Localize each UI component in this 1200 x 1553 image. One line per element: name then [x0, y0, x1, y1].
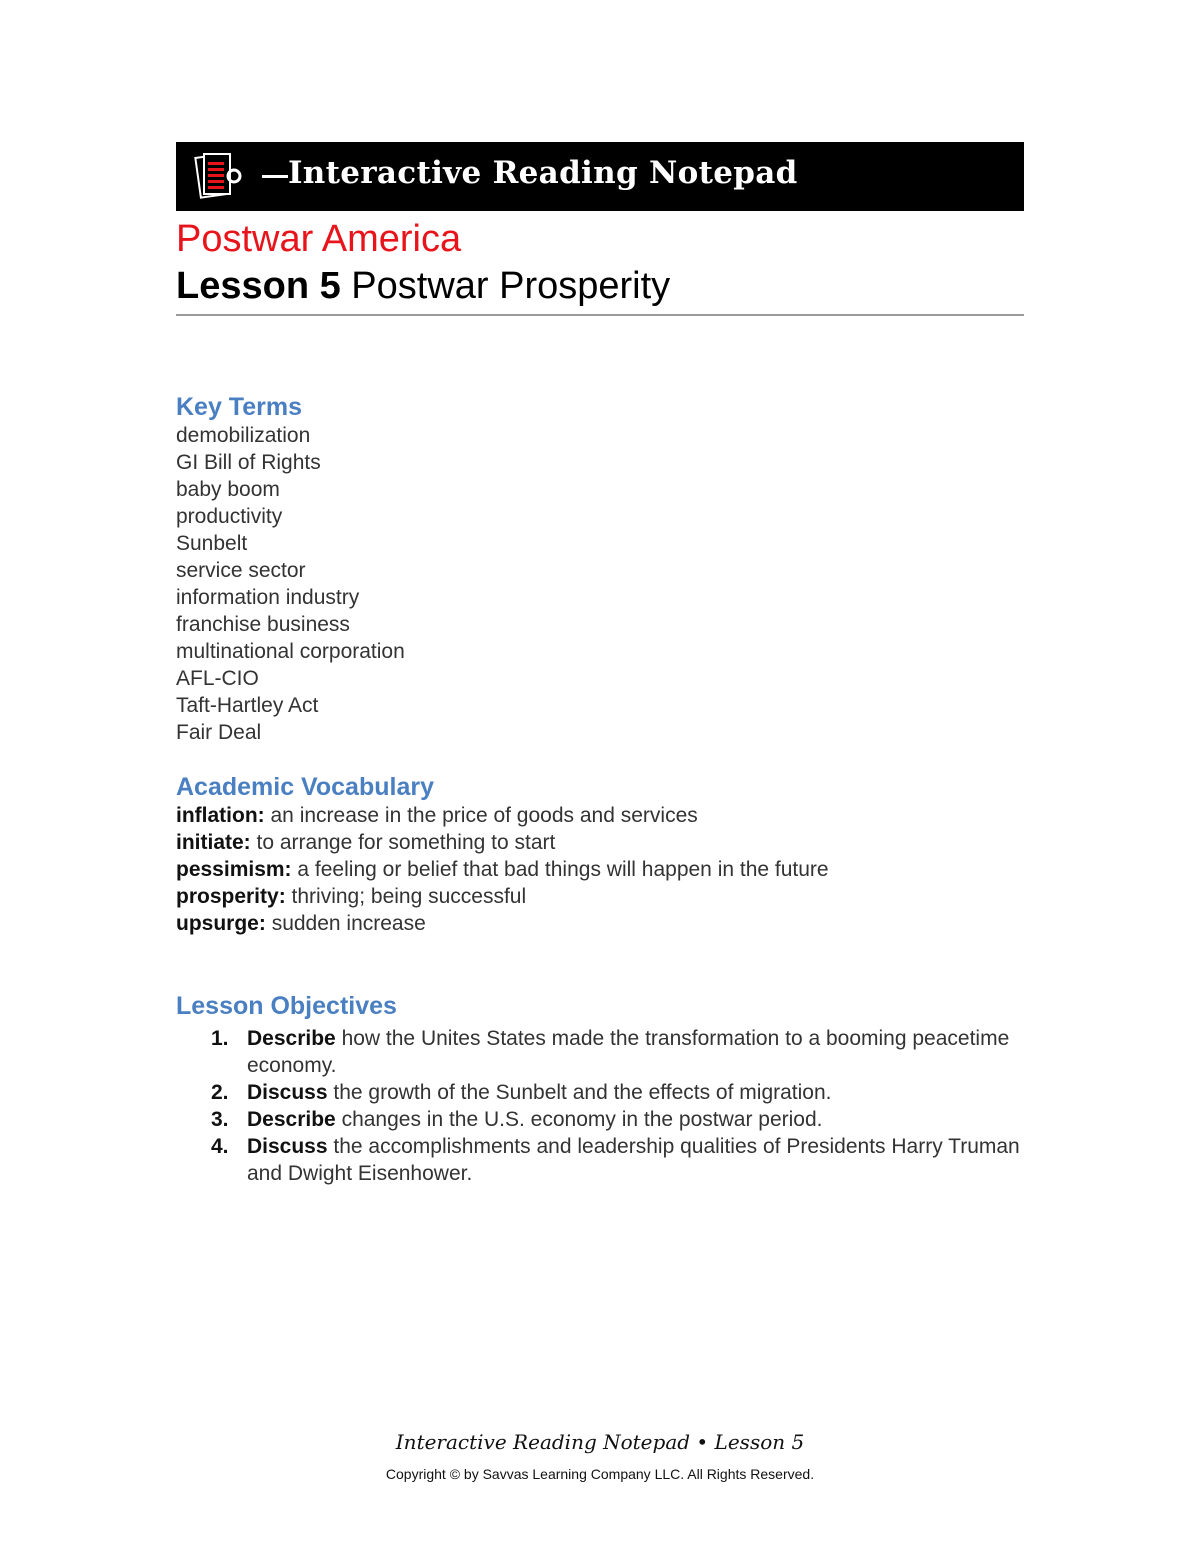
vocab-item	[176, 829, 1024, 856]
vocab-item	[176, 910, 1024, 937]
objective-verb: Describe	[247, 1027, 336, 1050]
lesson-objectives-list	[176, 1025, 1024, 1187]
objective-number: 3.	[211, 1108, 229, 1131]
objective-number: 1.	[211, 1027, 229, 1050]
lesson-label: Lesson 5	[176, 265, 341, 307]
list-item: Fair Deal	[176, 721, 262, 744]
objective-item	[176, 1106, 1024, 1133]
objective-verb: Describe	[247, 1108, 336, 1131]
lesson-objectives-heading: Lesson Objectives	[176, 992, 397, 1020]
objective-text: the growth of the Sunbelt and the effects of migration.	[333, 1081, 832, 1104]
footer-title: Interactive Reading Notepad • Lesson 5	[395, 1430, 805, 1454]
list-item: GI Bill of Rights	[176, 451, 321, 474]
objective-text: how the Unites States made the transformation to a booming peacetime economy.	[247, 1027, 1010, 1077]
lesson-name: Postwar Prosperity	[351, 265, 671, 307]
vocab-term: inflation:	[176, 804, 265, 827]
vocab-term: pessimism:	[176, 858, 292, 881]
notepad-key-icon	[194, 150, 242, 202]
lesson-title	[176, 262, 1024, 316]
vocab-definition: sudden increase	[271, 912, 426, 935]
vocab-term: prosperity:	[176, 885, 286, 908]
academic-vocabulary-heading: Academic Vocabulary	[176, 773, 434, 801]
vocab-item	[176, 802, 1024, 829]
list-item: service sector	[176, 559, 306, 582]
objective-verb: Discuss	[247, 1081, 328, 1104]
vocab-term: initiate:	[176, 831, 251, 854]
key-terms-heading: Key Terms	[176, 393, 302, 421]
list-item: multinational corporation	[176, 640, 405, 663]
list-item: Sunbelt	[176, 532, 248, 555]
footer-copyright: Copyright © by Savvas Learning Company LLC. All Rights Reserved.	[385, 1466, 815, 1482]
list-item: information industry	[176, 586, 360, 609]
unit-title: Postwar America	[176, 218, 462, 260]
list-item: AFL-CIO	[176, 667, 259, 690]
objective-item	[176, 1133, 1024, 1187]
vocab-definition: an increase in the price of goods and services	[270, 804, 698, 827]
objective-number: 4.	[211, 1135, 229, 1158]
list-item: demobilization	[176, 424, 311, 447]
objective-item	[176, 1025, 1024, 1079]
vocab-definition: to arrange for something to start	[256, 831, 556, 854]
banner-title: Interactive Reading Notepad	[288, 155, 798, 191]
header-banner	[176, 142, 1024, 211]
list-item: franchise business	[176, 613, 350, 636]
key-terms-list	[176, 422, 1024, 746]
list-item: productivity	[176, 505, 283, 528]
objective-text: the accomplishments and leadership qualities of Presidents Harry Truman and Dwight Eisenhower.	[247, 1135, 1020, 1185]
vocab-item	[176, 883, 1024, 910]
objective-item	[176, 1079, 1024, 1106]
objective-verb: Discuss	[247, 1135, 328, 1158]
key-shaft-icon	[262, 175, 288, 179]
document-page	[176, 142, 1024, 1187]
academic-vocabulary-list	[176, 802, 1024, 937]
vocab-term: upsurge:	[176, 912, 266, 935]
objective-text: changes in the U.S. economy in the postwar period.	[341, 1108, 823, 1131]
list-item: Taft-Hartley Act	[176, 694, 319, 717]
vocab-item	[176, 856, 1024, 883]
vocab-definition: thriving; being successful	[291, 885, 527, 908]
list-item: baby boom	[176, 478, 280, 501]
vocab-definition: a feeling or belief that bad things will happen in the future	[297, 858, 829, 881]
objective-number: 2.	[211, 1081, 229, 1104]
